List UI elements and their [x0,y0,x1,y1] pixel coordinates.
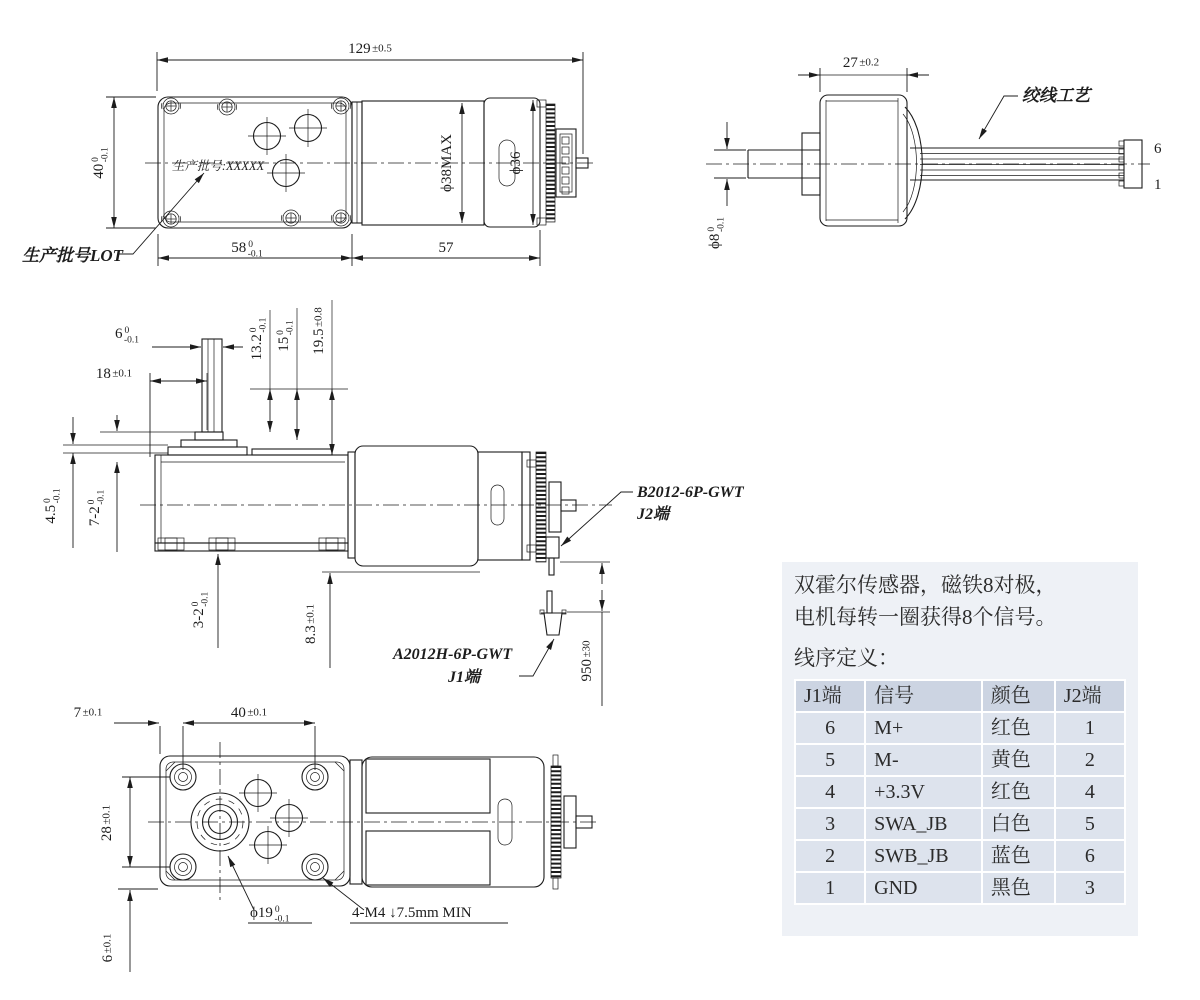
svg-text:57: 57 [438,240,454,256]
svg-text:580-0.1: 58 $^0$ -0.1 [231,240,263,260]
table-row: 3 SWA_JB 白色 5 [796,809,1124,839]
dim-cap-dia [508,100,533,225]
svg-text:7-20-0.1: $7-2^0-0.1$ [87,489,107,527]
j1-part-number: A2012H-6P-GWT [393,646,513,663]
dim-motor-length [352,230,540,266]
table-row: 5 M- 黄色 2 [796,745,1124,775]
pin-1-label: 1 [1154,177,1162,193]
dim-screw [191,554,218,648]
svg-text:950±30: 950±30 [579,640,595,682]
j2-part-number: B2012-6P-GWT [637,484,744,501]
wiring-header-row [796,681,1124,711]
dim-body-width [798,55,929,92]
j2-callout [561,484,745,546]
dim-plate-height [276,308,297,440]
svg-text:28±0.1: 28±0.1 [99,804,115,842]
svg-text:150-0.1: $15^0-0.1$ [276,320,296,352]
wiring-title: 线序定义： [794,646,899,670]
svg-text:27±0.2: 27 ±0.2 [842,55,880,71]
lot-callout [22,173,204,265]
svg-text:400-0.1: $40^0-0.1$ [91,147,111,179]
svg-text:7±0.1: 7 ±0.1 [73,705,103,721]
dim-motor-dia [439,103,462,223]
table-row: 2 SWB_JB 蓝色 6 [796,841,1124,871]
table-row: 6 M+ 红色 1 [796,713,1124,743]
j1-connector [540,591,566,635]
dim-shaft-dia-end [707,122,746,249]
table-row: 1 GND 黑色 3 [796,873,1124,903]
thread-note: 4-M4 ↓7.5mm MIN [352,905,472,921]
svg-text:60-0.1: 6 $^0$ -0.1 [114,326,140,346]
svg-text:4.50-0.1: $4.5^0-0.1$ [43,488,63,524]
svg-text:40±0.1: 40 ±0.1 [230,705,268,721]
dim-edge-offset [74,705,160,754]
bottom-view [74,705,600,972]
dim-step2 [87,415,195,552]
j2-end-label: J2端 [637,506,670,523]
dim-shaft-offset [96,366,207,457]
svg-text:19.5±0.8: 19.5±0.8 [311,307,327,355]
twist-label: 绞线工艺 [1022,86,1090,105]
top-view [22,41,597,266]
hall-sensor-panel [782,562,1138,936]
col-header-signal: 信号 [866,681,981,711]
note-line-1: 双霍尔传感器，磁铁8对极， [794,573,1057,597]
j1-end-label: J1端 [448,669,481,686]
dim-boss-height [249,310,270,432]
twist-callout [979,86,1093,139]
dim-width [91,97,156,228]
pin-6-label: 6 [1154,141,1162,157]
dim-step1 [43,417,168,548]
dim-shaft-dia-side [115,326,243,347]
svg-text:6±0.1: 6±0.1 [100,933,116,963]
svg-text:8.3±0.1: 8.3±0.1 [303,603,319,645]
col-header-j1: J1端 [796,681,864,711]
svg-text:ϕ80-0.1: $\phi 8^0-0.1$ [707,216,727,250]
part-marking: 生产批号:XXXXX [171,159,265,173]
j1-callout [392,639,554,686]
wiring-table [794,679,1126,905]
end-view [706,55,1162,249]
dim-shaft-height [311,300,332,455]
hub-dia-callout [228,856,312,925]
dim-gearbox-length [158,234,352,266]
svg-text:ϕ36: ϕ36 [508,151,524,175]
col-header-j2: J2端 [1056,681,1124,711]
table-row: 4 +3.3V 红色 4 [796,777,1124,807]
svg-text:129±0.5: 129 ±0.5 [348,41,392,57]
dim-hole-span-h [183,705,315,770]
svg-text:ϕ190-0.1: ϕ19 $^0$ -0.1 [250,905,290,925]
svg-text:18±0.1: 18 ±0.1 [95,366,133,382]
side-view [43,300,745,706]
hall-sensor-note [794,570,1126,633]
note-line-2: 电机每转一圈获得8个信号。 [794,604,1057,629]
dim-bottom-offset [100,889,158,972]
lot-label: 生产批号LOT [22,246,124,265]
svg-text:ϕ38MAX: ϕ38MAX [439,134,455,192]
svg-text:13.20-0.1: 13.2$^0$-0.1 [249,317,269,361]
dim-wire-length [560,562,610,706]
svg-text:3-20-0.1: $3-2^0-0.1$ [191,591,211,629]
bottom-screws [158,538,345,550]
col-header-color: 颜色 [983,681,1054,711]
